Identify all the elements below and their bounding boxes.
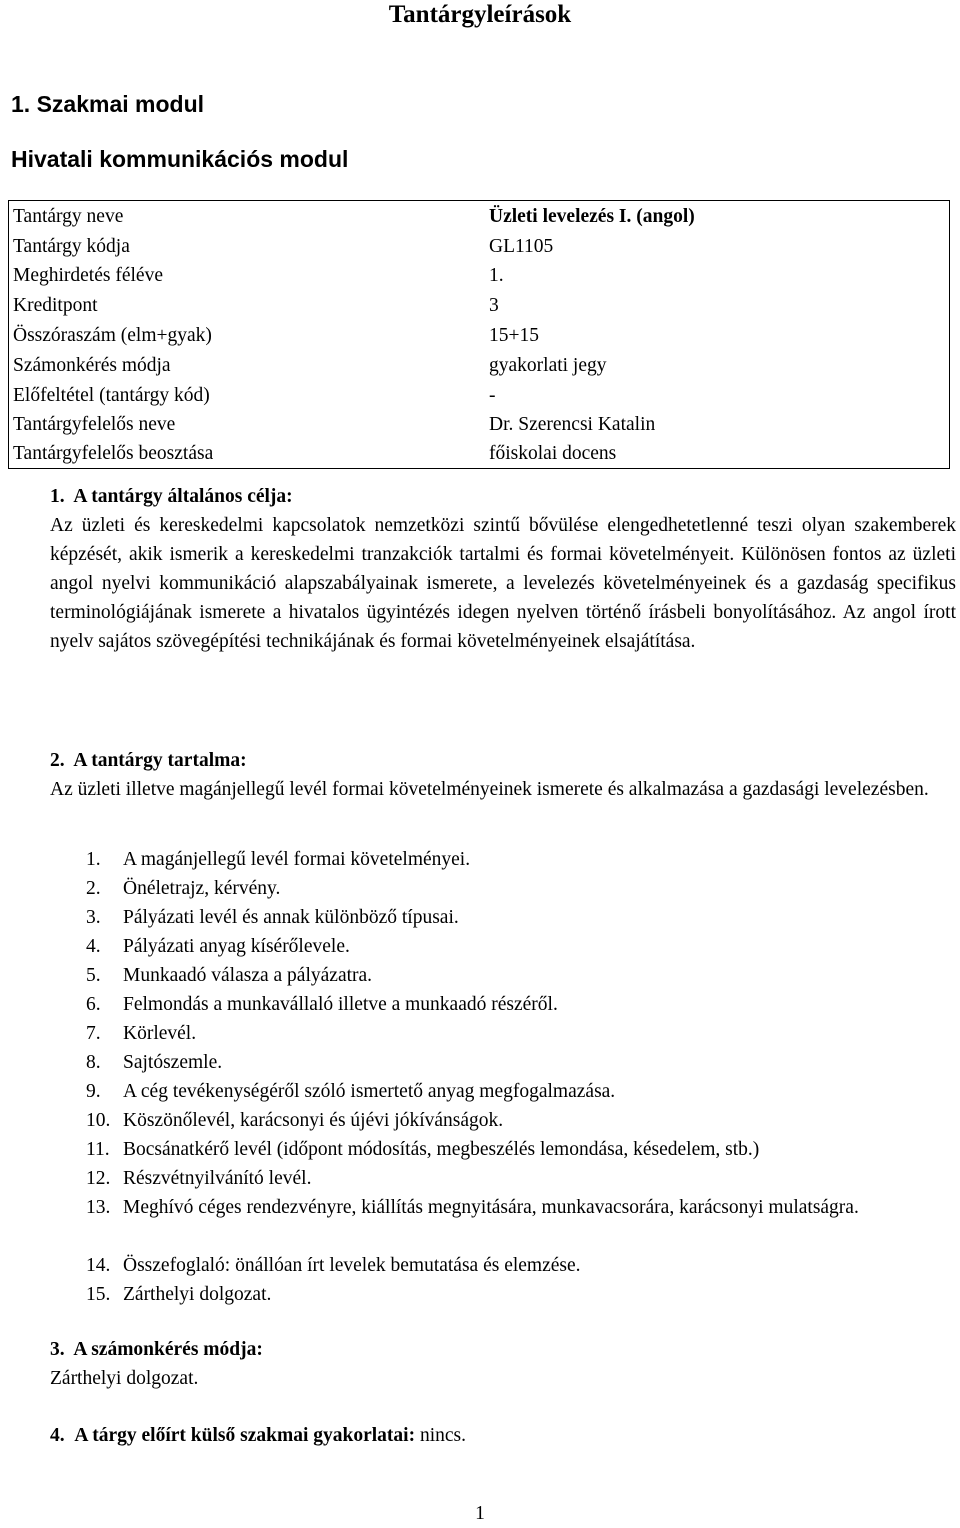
item-text: Részvétnyilvánító levél. <box>123 1168 312 1189</box>
item-number: 11. <box>86 1139 110 1160</box>
section-number: 3. <box>50 1339 65 1360</box>
row-value: gyakorlati jegy <box>489 355 607 376</box>
item-text: Pályázati anyag kísérőlevele. <box>123 936 350 957</box>
item-text: Sajtószemle. <box>123 1052 223 1073</box>
section-title: A tantárgy tartalma: <box>73 750 247 771</box>
row-label: Tantárgyfelelős beosztása <box>13 443 214 464</box>
section-title: A számonkérés módja: <box>73 1339 263 1360</box>
table-row <box>13 351 943 381</box>
row-value: - <box>489 385 496 406</box>
row-label: Összóraszám (elm+gyak) <box>13 325 212 346</box>
section-practice <box>50 1421 956 1450</box>
table-row <box>13 261 943 291</box>
item-number: 1. <box>86 849 101 870</box>
section-heading <box>50 482 956 511</box>
row-label: Előfeltétel (tantárgy kód) <box>13 385 210 406</box>
item-number: 3. <box>86 907 101 928</box>
item-text: Zárthelyi dolgozat. <box>123 1284 272 1305</box>
page-number: 1 <box>475 1503 485 1524</box>
item-text: Bocsánatkérő levél (időpont módosítás, megbeszélés lemondása, késedelem, stb.) <box>123 1139 760 1160</box>
section-text: Az üzleti és kereskedelmi kapcsolatok nemzetközi szintű bővülése elengedhetetlenné teszi olyan szakemberek képzését, akik ismerik a kereskedelmi tranzakciók tartalmi és formai követelményeit. Különösen fontos az üzleti angol nyelvi kommunikáció alapszabályainak ismerete, a levelezés követelményeinek és a gazdaság specifikus terminológiájának ismerete a hivatalos ügyintézés idegen nyelven történő írásbeli bonyolításához. Az angol írott nyelv sajátos szövegépítési technikájának és formai követelményeinek elsajátítása. <box>50 515 956 652</box>
row-label: Kreditpont <box>13 295 98 316</box>
section-heading <box>50 1335 956 1364</box>
row-value: főiskolai docens <box>489 443 617 464</box>
item-text: Pályázati levél és annak különböző típusai. <box>123 907 459 928</box>
item-number: 13. <box>86 1197 111 1218</box>
section-title: A tantárgy általános célja: <box>73 486 293 507</box>
item-number: 6. <box>86 994 101 1015</box>
section-number: 4. <box>50 1425 65 1446</box>
item-number: 2. <box>86 878 101 899</box>
item-number: 5. <box>86 965 101 986</box>
item-number: 4. <box>86 936 101 957</box>
item-number: 7. <box>86 1023 101 1044</box>
table-row <box>13 291 943 321</box>
item-number: 8. <box>86 1052 101 1073</box>
document-title: Tantárgyleírások <box>388 1 572 28</box>
subject-info-table <box>8 200 950 469</box>
module-number: 1. Szakmai modul <box>11 91 205 117</box>
section-number: 2. <box>50 750 65 771</box>
section-heading <box>50 746 956 775</box>
row-value: GL1105 <box>489 236 554 257</box>
section-content <box>50 746 956 804</box>
item-text: Köszönőlevél, karácsonyi és újévi jókívánságok. <box>123 1110 504 1131</box>
item-text: Meghívó céges rendezvényre, kiállítás megnyitására, munkavacsorára, karácsonyi mulatságra. <box>123 1197 859 1218</box>
row-value: 3 <box>489 295 499 316</box>
row-label: Meghirdetés féléve <box>13 265 163 286</box>
item-number: 9. <box>86 1081 101 1102</box>
table-row <box>13 439 943 469</box>
row-label: Tantárgy neve <box>13 206 124 227</box>
table-row <box>13 321 943 351</box>
table-row <box>13 232 943 262</box>
item-text: Felmondás a munkavállaló illetve a munkaadó részéről. <box>123 994 558 1015</box>
item-text: Körlevél. <box>123 1023 197 1044</box>
row-label: Tantárgy kódja <box>13 236 130 257</box>
table-row <box>13 410 943 440</box>
row-value: Üzleti levelezés I. (angol) <box>489 206 695 227</box>
item-number: 10. <box>86 1110 111 1131</box>
item-text: Önéletrajz, kérvény. <box>123 878 281 899</box>
row-label: Tantárgyfelelős neve <box>13 414 176 435</box>
row-value: Dr. Szerencsi Katalin <box>489 414 656 435</box>
section-text: Zárthelyi dolgozat. <box>50 1368 199 1389</box>
table-row <box>13 381 943 411</box>
item-text: A cég tevékenységéről szóló ismertető anyag megfogalmazása. <box>123 1081 616 1102</box>
item-number: 15. <box>86 1284 111 1305</box>
item-text: A magánjellegű levél formai követelményei. <box>123 849 471 870</box>
section-text: Az üzleti illetve magánjellegű levél formai követelményeinek ismerete és alkalmazása a gazdasági levelezésben. <box>50 779 929 800</box>
item-number: 14. <box>86 1255 111 1276</box>
section-text: nincs. <box>419 1425 466 1446</box>
section-assessment <box>50 1335 956 1393</box>
module-name: Hivatali kommunikációs modul <box>11 146 349 172</box>
section-title: A tárgy előírt külső szakmai gyakorlatai: <box>74 1425 416 1446</box>
row-value: 15+15 <box>489 325 539 346</box>
item-text: Munkaadó válasza a pályázatra. <box>123 965 373 986</box>
item-text: Összefoglaló: önállóan írt levelek bemutatása és elemzése. <box>123 1255 581 1276</box>
section-goal <box>50 482 956 656</box>
table-row <box>13 202 943 232</box>
item-number: 12. <box>86 1168 111 1189</box>
row-label: Számonkérés módja <box>13 355 171 376</box>
section-number: 1. <box>50 486 65 507</box>
row-value: 1. <box>489 265 504 286</box>
